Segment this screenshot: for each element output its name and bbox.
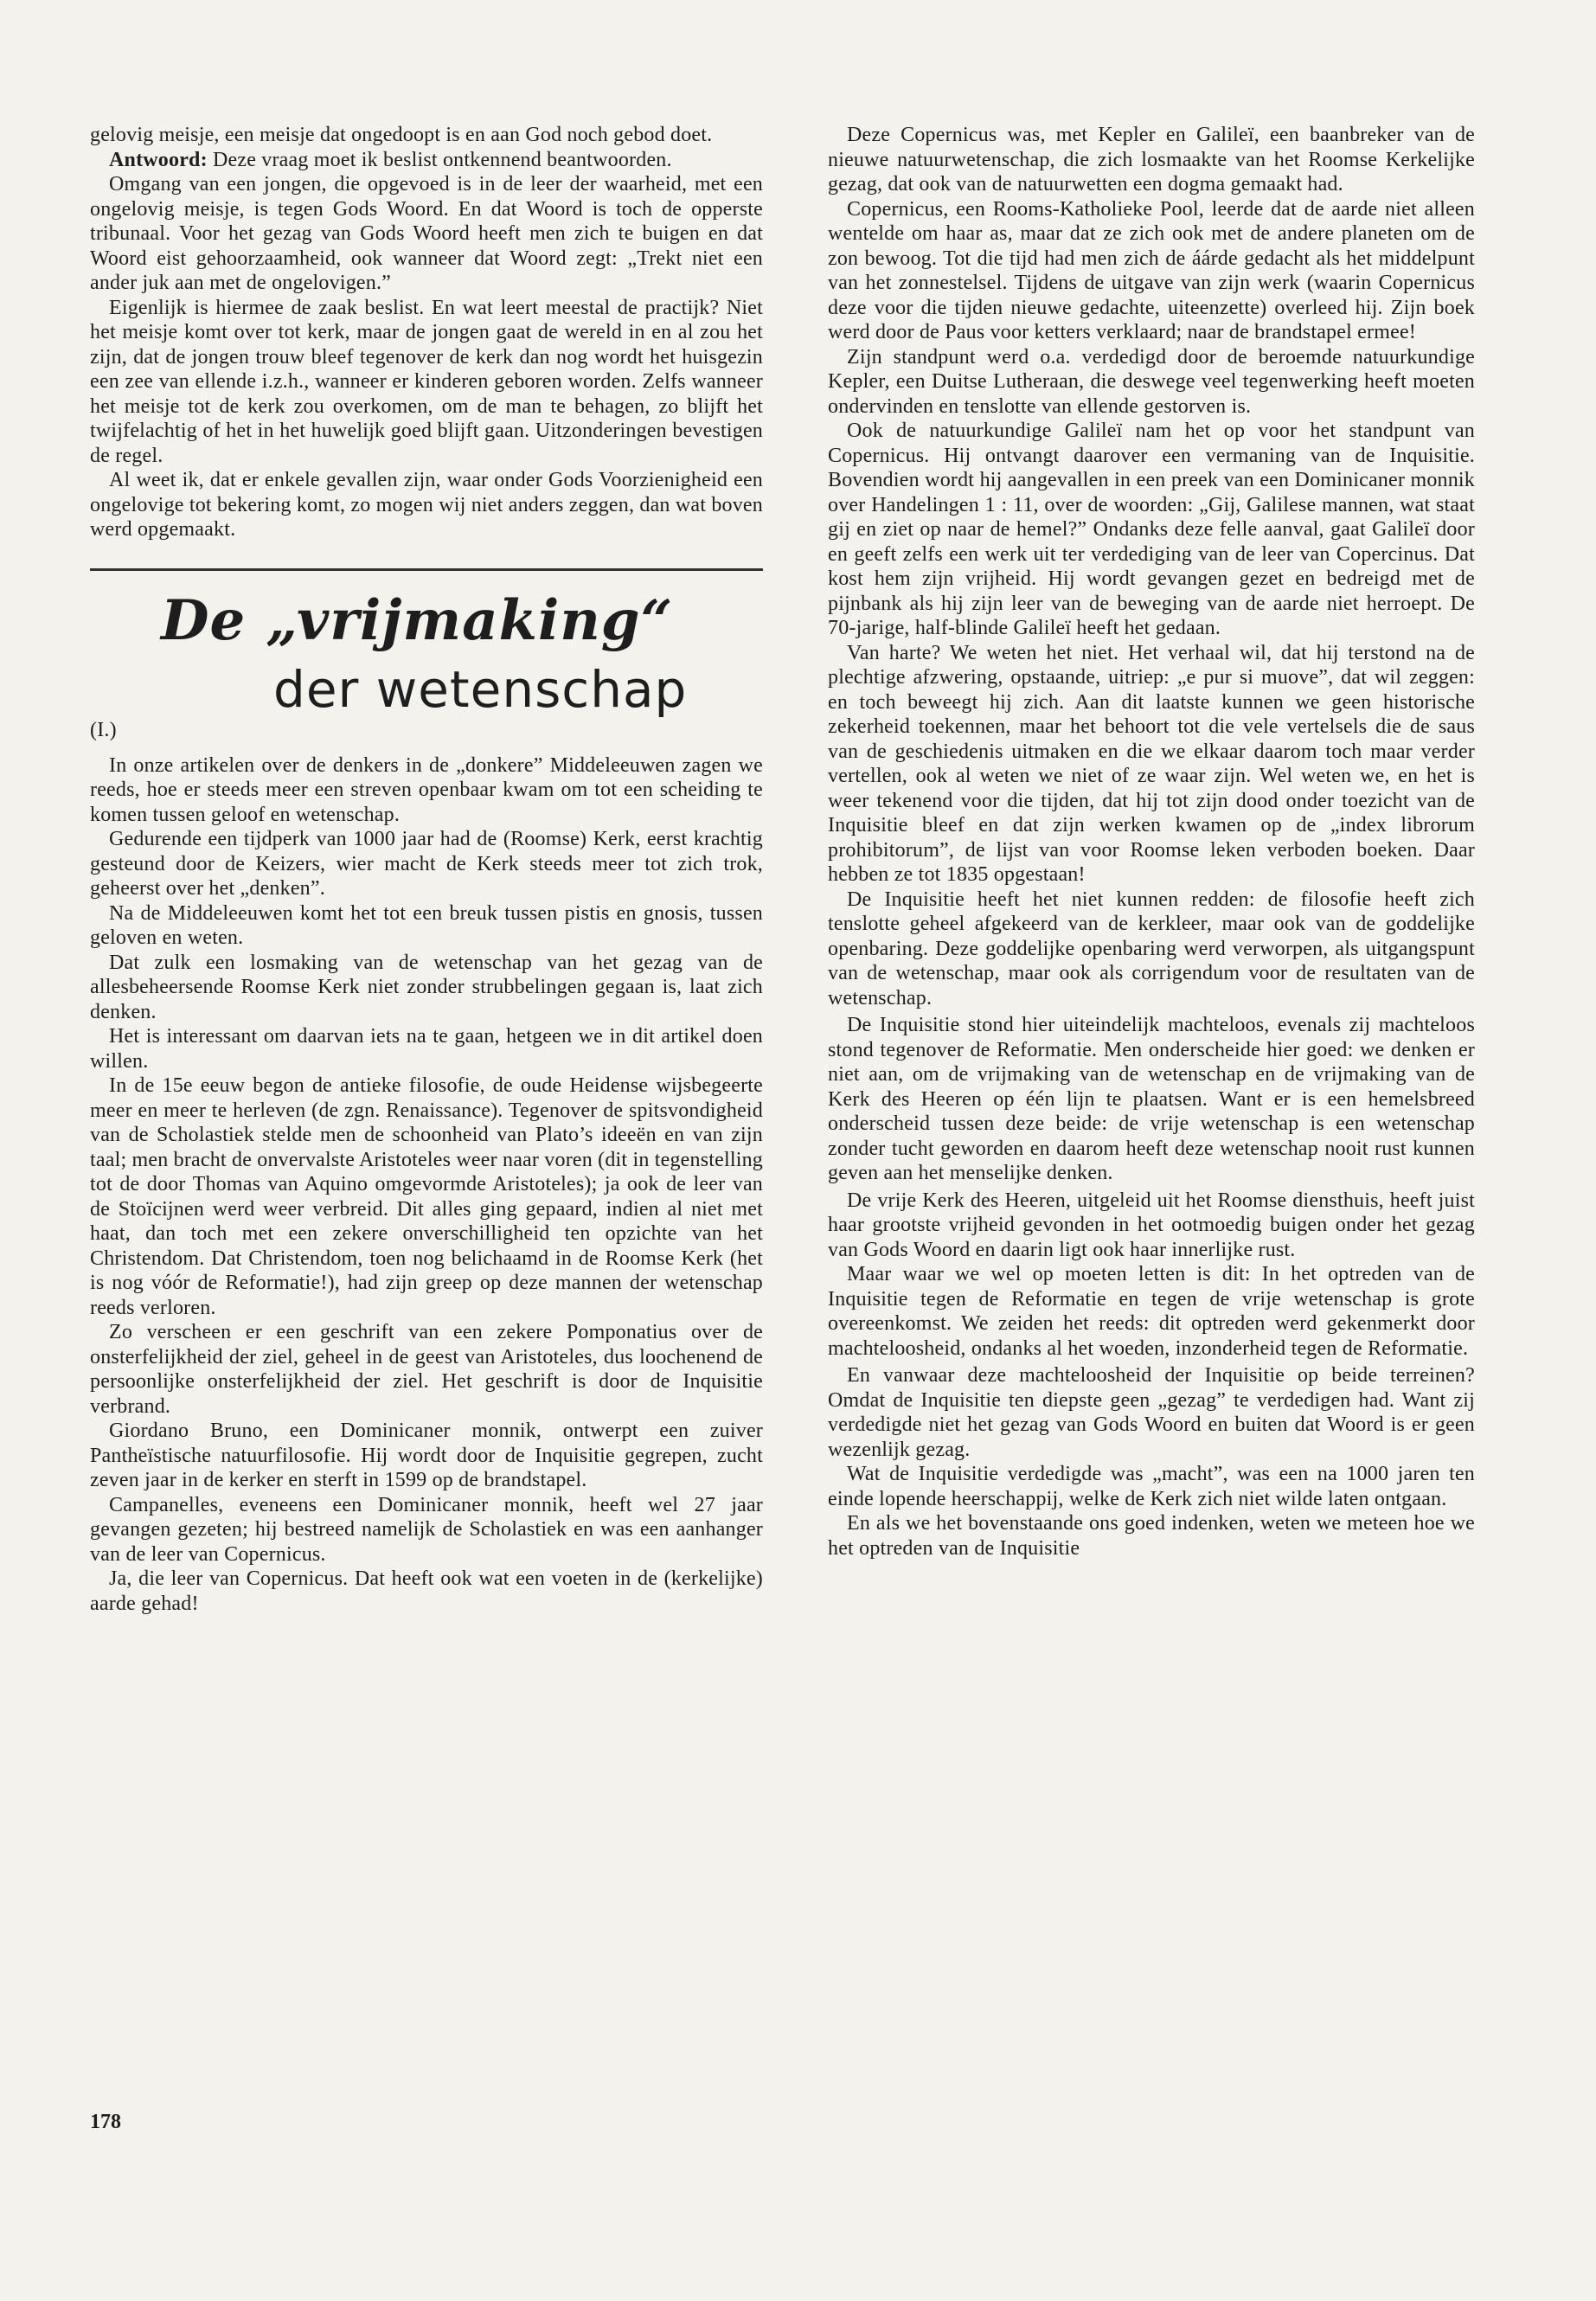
- section-divider: [90, 568, 763, 571]
- paragraph: Deze Copernicus was, met Kepler en Galileï, een baanbreker van de nieuwe natuurwetenschap, die zich losmaakte van het Roomse Kerkelijke gezag, dat ook van de natuurwetten een dogma gemaakt had.: [828, 124, 1475, 195]
- paragraph: Dat zulk een losmaking van de wetenschap van het gezag van de allesbeheersende Roomse Kerk niet zonder strubbelingen gegaan is, laat zich denken.: [90, 951, 763, 1023]
- page-number: 178: [90, 2111, 121, 2133]
- paragraph: De vrije Kerk des Heeren, uitgeleid uit het Roomse diensthuis, heeft juist haar grootste vrijheid gevonden in het ootmoedig buigen onder het gezag van Gods Woord en daarin ligt ook haar innerlijke rust.: [828, 1189, 1475, 1261]
- paragraph: Ook de natuurkundige Galileï nam het op voor het standpunt van Copernicus. Hij ontvangt daarover een vermaning van de Inquisitie. Bovendien wordt hij aangevallen in een preek van een Dominicaner monnik over Handelingen 1 : 11, over de woorden: „Gij, Galilese mannen, wat staat gij en ziet op naar de hemel?” Ondanks deze felle aanval, gaat Galileï door en geeft zelfs een werk uit ter verdediging van de leer van Copercinus. Dat kost hem zijn vrijheid. Hij wordt gevangen gezet en bedreigd met de pijnbank als hij zijn leer van de beweging van de aarde niet herroept. De 70-jarige, half-blinde Galileï heeft het gedaan.: [828, 420, 1475, 639]
- paragraph: En als we het bovenstaande ons goed indenken, weten we meteen hoe we het optreden van de Inquisitie: [828, 1512, 1475, 1560]
- paragraph: Copernicus, een Rooms-Katholieke Pool, leerde dat de aarde niet alleen wentelde om haar as, maar dat ze zich ook met de andere planeten om de zon bewoog. Tot die tijd had men zich de áárde gedacht als het middelpunt van het zonnestelsel. Tijdens de uitgave van zijn werk (waarin Copernicus deze voor die tijden nieuwe gedachte, uiteenzette) overleed hij. Zijn boek werd door de Paus voor ketters verklaard; naar de brandstapel ermee!: [828, 197, 1475, 343]
- paragraph: Zijn standpunt werd o.a. verdedigd door de beroemde natuurkundige Kepler, een Duitse Lutheraan, die deswege veel tegenwerking heeft moeten ondervinden en tenslotte van ellende gestorven is.: [828, 345, 1475, 418]
- answer-label: Antwoord:: [109, 148, 208, 171]
- paragraph: Na de Middeleeuwen komt het tot een breuk tussen pistis en gnosis, tussen geloven en weten.: [90, 901, 763, 949]
- headline-main: De „vrijmaking“: [161, 587, 674, 653]
- answer-paragraph: [90, 148, 763, 173]
- article-headline: [90, 586, 763, 751]
- paragraph: De Inquisitie stond hier uiteindelijk machteloos, evenals zij machteloos stond tegenover de Reformatie. Men onderscheide hier goed: we denken er niet aan, om de vrijmaking van de wetenschap en de vrijmaking van de Kerk des Heeren op één lijn te plaatsen. Want er is een hemelsbreed onderscheid tussen deze beide: de vrije wetenschap is een wetenschap zonder tucht geworden en daarom heeft deze wetenschap nooit rust kunnen geven aan het menselijke denken.: [828, 1014, 1475, 1184]
- part-number: (I.): [90, 718, 117, 741]
- paragraph: Al weet ik, dat er enkele gevallen zijn, waar onder Gods Voorzienigheid een ongelovige tot bekering komt, zo mogen wij niet anders zeggen, dan wat boven werd opgemaakt.: [90, 469, 763, 541]
- paragraph: Wat de Inquisitie verdedigde was „macht”, was een na 1000 jaren ten einde lopende heerschappij, welke de Kerk zich niet wilde laten ontgaan.: [828, 1463, 1475, 1510]
- paragraph: Maar waar we wel op moeten letten is dit: In het optreden van de Inquisitie tegen de Reformatie en tegen de vrije wetenschap is grote overeenkomst. We zeiden het reeds: dit optreden werd gekenmerkt door machteloosheid, ondanks al het woeden, inzonderheid tegen de Reformatie.: [828, 1263, 1475, 1360]
- paragraph: Giordano Bruno, een Dominicaner monnik, ontwerpt een zuiver Pantheïstische natuurfilosofie. Hij wordt door de Inquisitie gegrepen, zucht zeven jaar in de kerker en sterft in 1599 op de brandstapel.: [90, 1420, 763, 1491]
- paragraph: gelovig meisje, een meisje dat ongedoopt is en aan God noch gebod doet.: [90, 124, 713, 146]
- paragraph: En vanwaar deze machteloosheid der Inquisitie op beide terreinen? Omdat de Inquisitie ten diepste geen „gezag” te verdedigen had. Want zij verdedigde niet het gezag van Gods Woord en buiten dat Woord is er geen wezenlijk gezag.: [828, 1364, 1475, 1461]
- paragraph: Zo verscheen er een geschrift van een zekere Pomponatius over de onsterfelijkheid der ziel, geheel in de geest van Aristoteles, dus loochenend de persoonlijke onsterfelijkheid der ziel. Het geschrift is door de Inquisitie verbrand.: [90, 1321, 763, 1418]
- headline-sub: der wetenschap: [273, 659, 688, 719]
- left-column: [90, 123, 763, 1616]
- answer-text: Deze vraag moet ik beslist ontkennend beantwoorden.: [207, 148, 672, 171]
- paragraph: Gedurende een tijdperk van 1000 jaar had de (Roomse) Kerk, eerst krachtig gesteund door de Keizers, wier macht de Kerk steeds meer tot zich trok, geheerst over het „denken”.: [90, 828, 763, 900]
- paragraph: De Inquisitie heeft het niet kunnen redden: de filosofie heeft zich tenslotte geheel afgekeerd van de kerkleer, maar ook van de goddelijke openbaring. Deze goddelijke openbaring werd verworpen, als uitgangspunt van de wetenschap, maar ook als corrigendum voor de resultaten van de wetenschap.: [828, 888, 1475, 1009]
- paragraph: Van harte? We weten het niet. Het verhaal wil, dat hij terstond na de plechtige afzwering, opstaande, uitriep: „e pur si muove”, dat wil zeggen: en toch beweegt hij zich. Aan dit laatste kunnen we geen historische zekerheid toekennen, maar het behoort tot die vele vertelsels die de saus van de geschiedenis uitmaken en die we elkaar daarom toch maar verder vertellen, ook al weten we niet of ze waar zijn. Wel weten we, en het is weer tekenend voor die tijden, dat hij tot zijn dood onder toezicht van de Inquisitie bleef en dat zijn werken kwamen op de „index librorum prohibitorum”, de lijst van voor Roomse leken verboden boeken. Daar hebben ze tot 1835 opgestaan!: [828, 641, 1475, 886]
- paragraph: Eigenlijk is hiermee de zaak beslist. En wat leert meestal de practijk? Niet het meisje komt over tot kerk, maar de jongen gaat de wereld in en al zou het zijn, dat de jongen trouw bleef tegenover de kerk dan nog wordt het huisgezin een zee van ellende i.z.h., wanneer er kinderen geboren worden. Zelfs wanneer het meisje tot de kerk zou overkomen, om de man te behagen, zo blijft het twijfelachtig of het in het huwelijk goed blijft gaan. Uitzonderingen bevestigen de regel.: [90, 296, 763, 467]
- paragraph: In onze artikelen over de denkers in de „donkere” Middeleeuwen zagen we reeds, hoe er steeds meer een streven openbaar kwam om tot een scheiding te komen tussen geloof en wetenschap.: [90, 753, 763, 826]
- right-column: [828, 123, 1475, 1561]
- paragraph: Het is interessant om daarvan iets na te gaan, hetgeen we in dit artikel doen willen.: [90, 1025, 763, 1073]
- paragraph: Ja, die leer van Copernicus. Dat heeft ook wat een voeten in de (kerkelijke) aarde gehad!: [90, 1567, 763, 1615]
- paragraph: Campanelles, eveneens een Dominicaner monnik, heeft wel 27 jaar gevangen gezeten; hij bestreed namelijk de Scholastiek en was een aanhanger van de leer van Copernicus.: [90, 1493, 763, 1566]
- paragraph: Omgang van een jongen, die opgevoed is in de leer der waarheid, met een ongelovig meisje, is tegen Gods Woord. En dat Woord is toch de opperste tribunaal. Voor het gezag van Gods Woord heeft men zich te buigen en dat Woord eist gehoorzaamheid, ook wanneer dat Woord zegt: „Trekt niet een ander juk aan met de ongelovigen.”: [90, 173, 763, 294]
- paragraph: In de 15e eeuw begon de antieke filosofie, de oude Heidense wijsbegeerte meer en meer te herleven (de zgn. Renaissance). Tegenover de spitsvondigheid van de Scholastiek stelde men de schoonheid van Plato’s ideeën en van zijn taal; men bracht de onvervalste Aristoteles weer naar voren (dit in tegenstelling tot de door Thomas van Aquino omgevormde Aristoteles); ja ook de leer van de Stoïcijnen werd weer verbreid. Dit alles ging gepaard, indien al niet met haat, dan toch met een zekere onverschilligheid ten opzichte van het Christendom. Dat Christendom, toen nog belichaamd in de Roomse Kerk (het is nog vóór de Reformatie!), had zijn greep op deze mannen der wetenschap reeds verloren.: [90, 1074, 763, 1319]
